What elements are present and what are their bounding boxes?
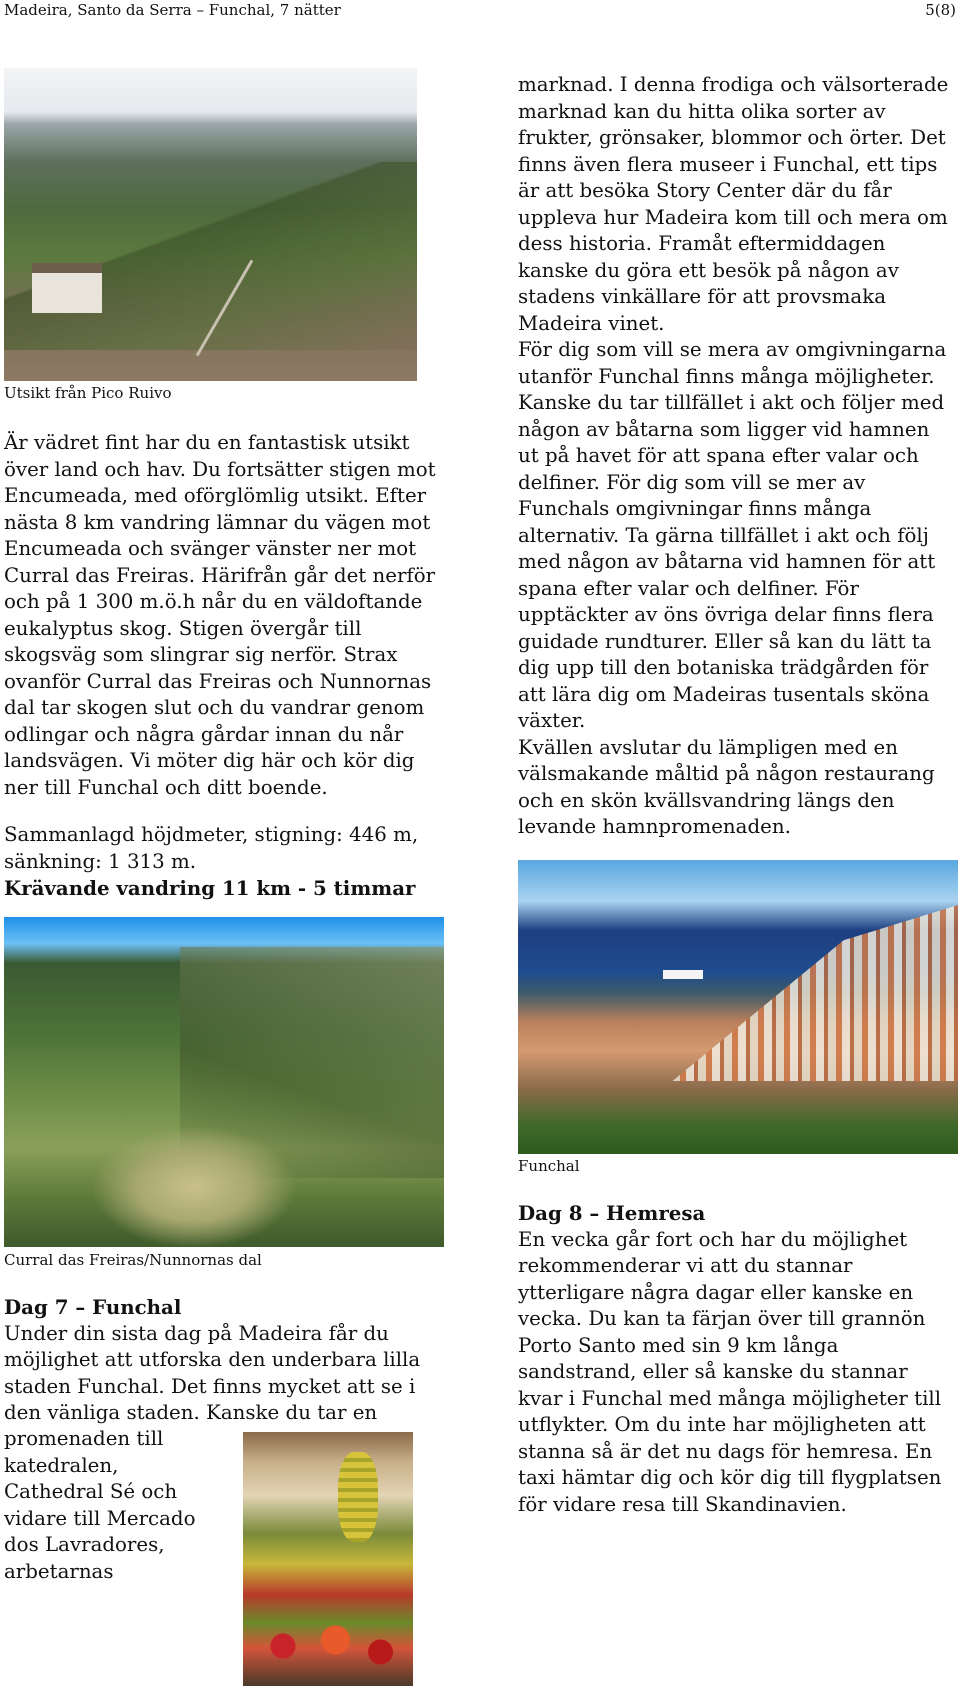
text-line: upptäckter av öns övriga delar finns flera bbox=[518, 603, 934, 626]
banana-bunch bbox=[338, 1452, 378, 1542]
text-line: staden Funchal. Det finns mycket att se i bbox=[4, 1374, 416, 1398]
day8-section bbox=[518, 1200, 958, 1518]
text-line: odlingar och några gårdar innan du når bbox=[4, 722, 404, 746]
text-line: ner till Funchal och ditt boende. bbox=[4, 775, 328, 799]
text-line: dess historia. Framåt eftermiddagen bbox=[518, 232, 886, 255]
text-line: och en skön kvällsvandring längs den bbox=[518, 788, 895, 812]
text-line: ytterligare några dagar eller kanske en bbox=[518, 1280, 914, 1304]
text-line: uppleva hur Madeira kom till och mera om bbox=[518, 205, 948, 229]
text-line: stadens vinkällare för att provsmaka bbox=[518, 285, 887, 308]
text-line: Funchals omgivningar finns många bbox=[518, 497, 872, 520]
mountain-hut bbox=[32, 263, 102, 313]
photo-market bbox=[243, 1432, 413, 1686]
fruit-display bbox=[253, 1616, 403, 1676]
photo-funchal bbox=[518, 860, 958, 1154]
text-line: Under din sista dag på Madeira får du bbox=[4, 1321, 389, 1345]
text-line: Cathedral Sé och bbox=[4, 1480, 178, 1503]
text-line: med någon av båtarna vid hamnen för att bbox=[518, 550, 936, 573]
text-line: någon av båtarna som ligger vid hamnen bbox=[518, 417, 930, 441]
text-line: alternativ. Ta gärna tillfället i akt och följ bbox=[518, 523, 929, 547]
text-line: över land och hav. Du fortsätter stigen mot bbox=[4, 457, 436, 481]
text-line: Encumeada och svänger vänster ner mot bbox=[4, 537, 417, 560]
text-line: Kvällen avslutar du lämpligen med en bbox=[518, 735, 898, 759]
text-line: för vidare resa till Skandinavien. bbox=[518, 1492, 847, 1516]
difficulty-label: Krävande vandring 11 km - 5 timmar bbox=[4, 876, 416, 900]
valley-village bbox=[94, 1127, 294, 1247]
city-buildings bbox=[672, 905, 958, 1081]
text-line: och på 1 300 m.ö.h når du en väldoftande bbox=[4, 590, 423, 613]
text-line: ut på havet för att spana efter valar och bbox=[518, 444, 919, 467]
text-line: att lära dig om Madeiras tusentals sköna bbox=[518, 682, 930, 706]
text-line: finns även flera museer i Funchal, ett tips bbox=[518, 152, 938, 176]
text-line: dos Lavradores, bbox=[4, 1533, 165, 1556]
text-line: vidare till Mercado bbox=[4, 1506, 196, 1530]
text-line: kanske du göra ett besök på någon av bbox=[518, 258, 899, 282]
mountain-ridge bbox=[4, 162, 417, 350]
text-line: dal tar skogen slut och du vandrar genom bbox=[4, 696, 425, 719]
day8-heading: Dag 8 – Hemresa bbox=[518, 1201, 706, 1225]
text-line: den vänliga staden. Kanske du tar en bbox=[4, 1401, 378, 1424]
text-line: Porto Santo med sin 9 km långa bbox=[518, 1333, 839, 1357]
text-line: sandstrand, eller så kanske du stannar bbox=[518, 1360, 908, 1383]
day7-section bbox=[4, 1294, 444, 1427]
text-line: marknad. I denna frodiga och välsorterade bbox=[518, 73, 949, 96]
text-line: Är vädret fint har du en fantastisk utsikt bbox=[4, 431, 410, 454]
text-line: välsmakande måltid på någon restaurang bbox=[518, 762, 935, 785]
text-line: spana efter valar och delfiner. För bbox=[518, 576, 859, 600]
text-line: stanna så är det nu dags för hemresa. En bbox=[518, 1439, 933, 1463]
text-line: Madeira vinet. bbox=[518, 311, 665, 335]
elevation-info bbox=[4, 822, 444, 902]
caption-curral: Curral das Freiras/Nunnornas dal bbox=[4, 1251, 262, 1269]
text-line: arbetarnas bbox=[4, 1559, 114, 1583]
text-line: vecka. Du kan ta färjan över till grannön bbox=[518, 1307, 926, 1330]
text-line: guidade rundturer. Eller så kan du lätt ta bbox=[518, 629, 932, 653]
text-line: frukter, grönsaker, blommor och örter. Det bbox=[518, 126, 946, 149]
text-line: Sammanlagd höjdmeter, stigning: 446 m, bbox=[4, 823, 419, 846]
text-line: delfiner. För dig som vill se mer av bbox=[518, 470, 866, 494]
text-line: skogsväg som slingrar sig nerför. Strax bbox=[4, 643, 398, 666]
text-line: rekommenderar vi att du stannar bbox=[518, 1254, 853, 1277]
text-line: Curral das Freiras. Härifrån går det nerför bbox=[4, 563, 436, 587]
text-line: katedralen, bbox=[4, 1453, 119, 1477]
text-line: växter. bbox=[518, 709, 586, 732]
text-line: marknad kan du hitta olika sorter av bbox=[518, 99, 886, 123]
text-line: sänkning: 1 313 m. bbox=[4, 849, 197, 873]
photo-curral-das-freiras bbox=[4, 917, 444, 1247]
text-line: utflykter. Om du inte har möjligheten att bbox=[518, 1413, 926, 1436]
text-line: nästa 8 km vandring lämnar du vägen mot bbox=[4, 510, 431, 534]
day7-heading: Dag 7 – Funchal bbox=[4, 1295, 182, 1319]
text-line: dig upp till den botaniska trädgården för bbox=[518, 656, 929, 679]
text-line: ovanför Curral das Freiras och Nunnornas bbox=[4, 669, 432, 693]
cruise-ship bbox=[663, 970, 703, 979]
text-line: En vecka går fort och har du möjlighet bbox=[518, 1227, 908, 1251]
text-line: möjlighet att utforska den underbara lilla bbox=[4, 1348, 421, 1371]
text-line: utanför Funchal finns många möjligheter. bbox=[518, 364, 935, 388]
text-line: taxi hämtar dig och kör dig till flygplatsen bbox=[518, 1466, 942, 1489]
caption-funchal: Funchal bbox=[518, 1157, 580, 1175]
text-line: landsvägen. Vi möter dig här och kör dig bbox=[4, 749, 415, 772]
photo-pico-ruivo bbox=[4, 68, 417, 381]
text-line: Kanske du tar tillfället i akt och följer med bbox=[518, 391, 945, 414]
day7-continued bbox=[518, 72, 958, 841]
text-line: Encumeada, med oförglömlig utsikt. Efter bbox=[4, 484, 427, 507]
intro-paragraph bbox=[4, 430, 444, 801]
day7-narrow-text bbox=[4, 1426, 239, 1585]
text-line: levande hamnpromenaden. bbox=[518, 815, 791, 838]
text-line: eukalyptus skog. Stigen övergår till bbox=[4, 616, 362, 640]
text-line: För dig som vill se mera av omgivningarna bbox=[518, 338, 947, 361]
text-line: promenaden till bbox=[4, 1427, 164, 1450]
text-line: kvar i Funchal med många möjligheter till bbox=[518, 1386, 942, 1410]
caption-pico-ruivo: Utsikt från Pico Ruivo bbox=[4, 384, 172, 402]
page-number: 5(8) bbox=[925, 1, 956, 19]
document-title: Madeira, Santo da Serra – Funchal, 7 nätter bbox=[4, 1, 341, 19]
text-line: är att besöka Story Center där du får bbox=[518, 179, 892, 202]
